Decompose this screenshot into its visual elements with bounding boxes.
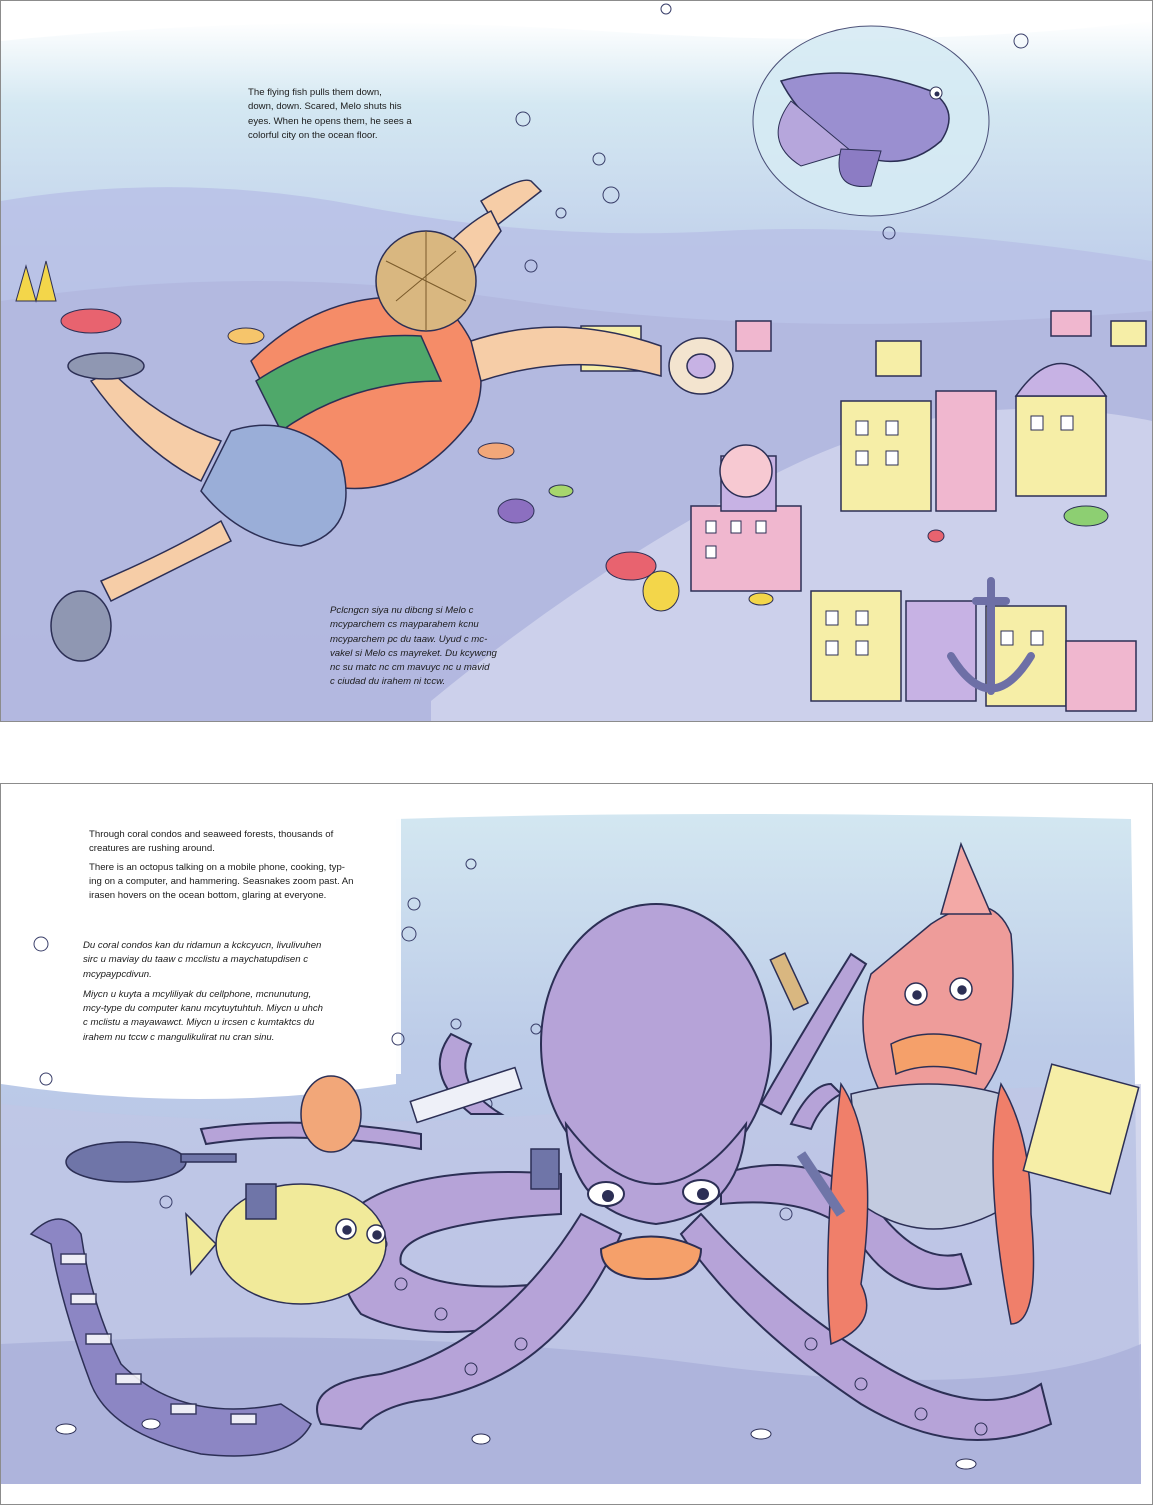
paragraph: Pclcngcn siya nu dibcng si Melo c mcyparchem cs mayparahem kcnu mcyparchem pc du taaw. Uyud c mc- vakel si Melo cs mayreket. Du kcywcng nc su matc nc cm mavuyc nc u mavid c ciudad du irahem ni tccw. [330, 605, 497, 688]
story-text-local-language [83, 939, 393, 1051]
story-text-english [248, 86, 478, 147]
flying-fish [753, 26, 989, 216]
illustration-diver-sunken-city [1, 1, 1152, 721]
paragraph: Miycn u kuyta a mcyliliyak du cellphone, mcnunutung, mcy-type du computer kanu mcytuytuhtuh. Miycn u uhch c mclistu a mayawawct. Miycn u ircsen c kumtaktcs du irahem nu tccw c mangulikulirat nu cran sinu. [83, 988, 323, 1043]
story-page-1 [0, 0, 1153, 722]
paragraph: There is an octopus talking on a mobile phone, cooking, typ- ing on a computer, and hammering. Seasnakes zoom past. An irasen hovers on the ocean bottom, glaring at everyone. [89, 861, 354, 902]
story-page-2 [0, 783, 1153, 1505]
paragraph: Through coral condos and seaweed forests, thousands of creatures are rushing around. [89, 829, 334, 855]
paragraph: Du coral condos kan du ridamun a kckcyucn, livulivuhen sirc u maviay du taaw c mcclistu a maychatupdisen c mcypaypcdivun. [83, 940, 322, 980]
paragraph: The flying fish pulls them down, down, down. Scared, Melo shuts his eyes. When he opens them, he sees a colorful city on the ocean floor. [248, 87, 412, 141]
story-text-english [89, 828, 389, 907]
story-text-local-language [330, 604, 530, 694]
